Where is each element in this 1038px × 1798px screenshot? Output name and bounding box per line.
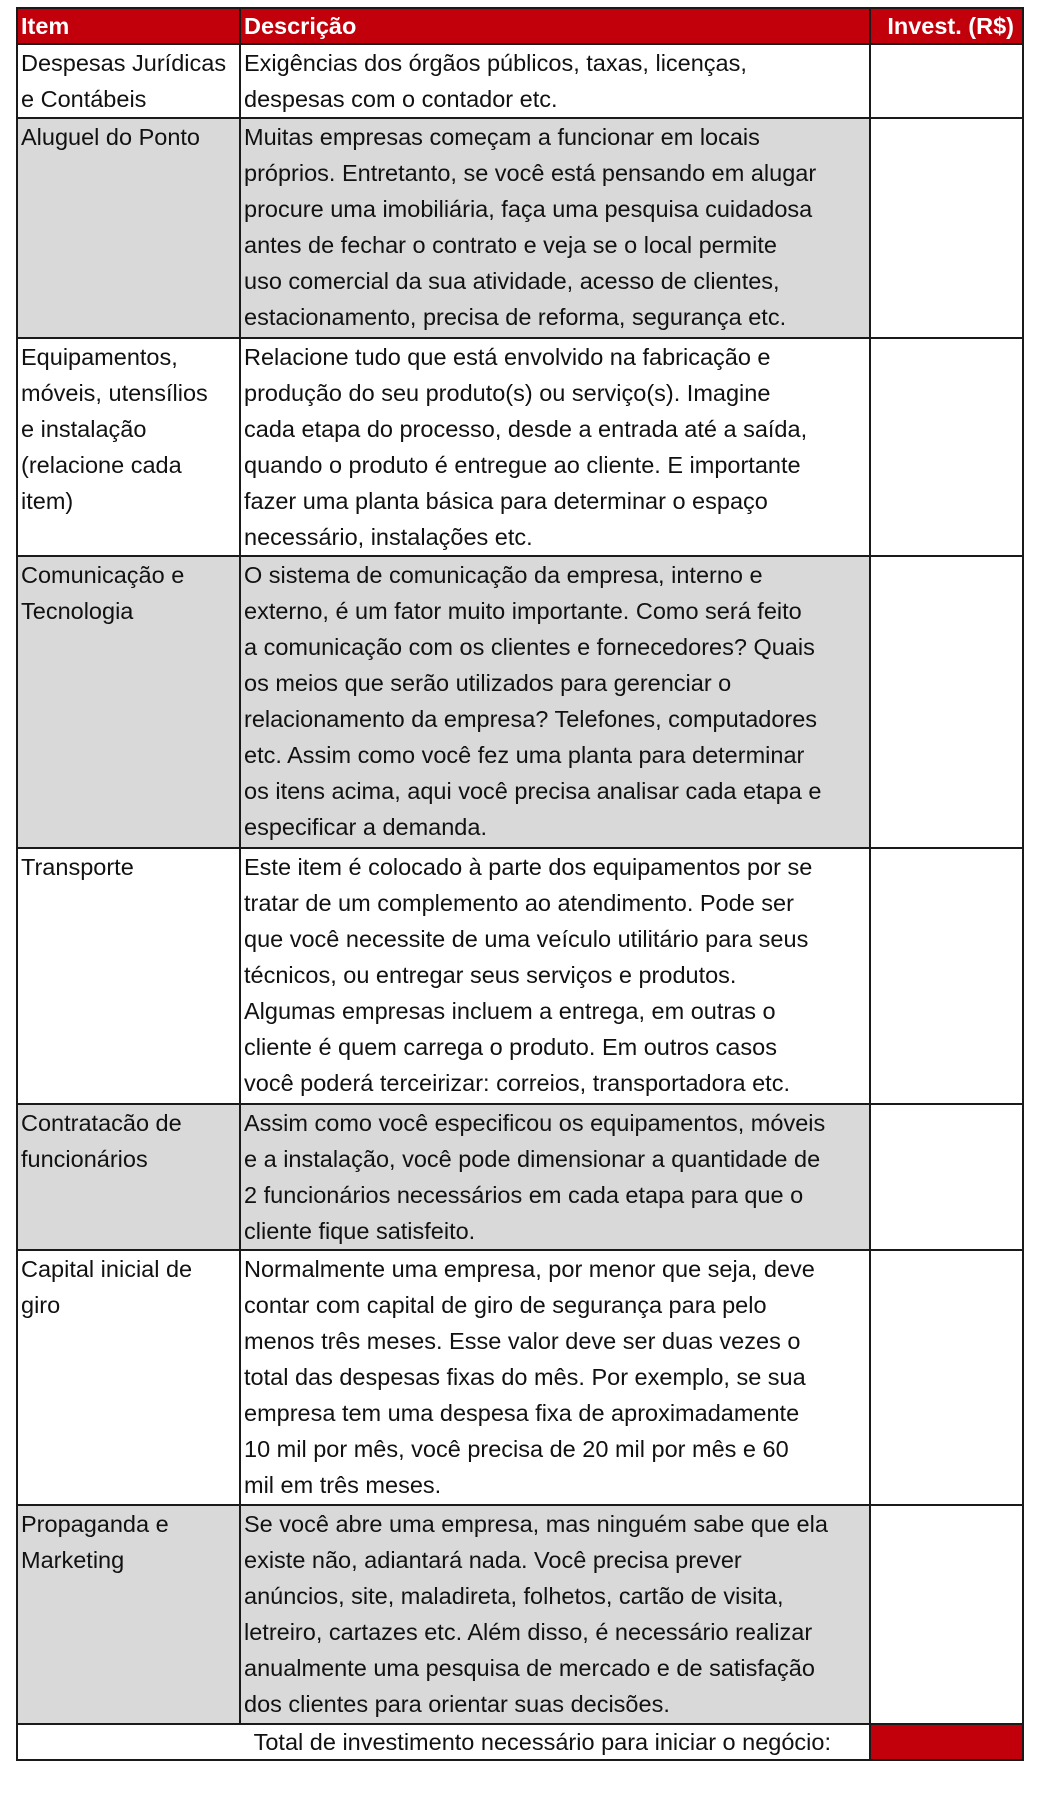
invest-value-cell[interactable]: [870, 556, 1023, 848]
invest-value-cell[interactable]: [870, 338, 1023, 556]
investment-table: [16, 7, 1024, 1761]
table-row: [17, 1250, 1023, 1505]
table-row: [17, 338, 1023, 556]
item-cell: Aluguel do Ponto: [17, 118, 240, 338]
invest-value-cell[interactable]: [870, 44, 1023, 118]
invest-value-cell[interactable]: [870, 118, 1023, 338]
header-description: Descrição: [240, 8, 870, 44]
description-cell: Muitas empresas começam a funcionar em locais próprios. Entretanto, se você está pensando em alugar procure uma imobiliária, faça uma pesquisa cuidadosa antes de fechar o contrato e veja se o local permite uso comercial da sua atividade, acesso de clientes, estacionamento, precisa de reforma, segurança etc.: [240, 118, 870, 338]
header-item: Item: [17, 8, 240, 44]
total-label: Total de investimento necessário para iniciar o negócio:: [17, 1724, 870, 1760]
description-cell: Exigências dos órgãos públicos, taxas, licenças, despesas com o contador etc.: [240, 44, 870, 118]
item-cell: Transporte: [17, 848, 240, 1104]
table-row: [17, 556, 1023, 848]
header-row: [17, 8, 1023, 44]
total-row: [17, 1724, 1023, 1760]
item-cell: Capital inicial de giro: [17, 1250, 240, 1505]
invest-value-cell[interactable]: [870, 848, 1023, 1104]
item-cell: Comunicação e Tecnologia: [17, 556, 240, 848]
description-cell: Assim como você especificou os equipamentos, móveis e a instalação, você pode dimensionar a quantidade de 2 funcionários necessários em cada etapa para que o cliente fique satisfeito.: [240, 1104, 870, 1250]
invest-value-cell[interactable]: [870, 1104, 1023, 1250]
item-cell: Despesas Jurídicas e Contábeis: [17, 44, 240, 118]
description-cell: O sistema de comunicação da empresa, interno e externo, é um fator muito importante. Como será feito a comunicação com os clientes e fornecedores? Quais os meios que serão utilizados para gerenciar o relacionamento da empresa? Telefones, computadores etc. Assim como você fez uma planta para determinar os itens acima, aqui você precisa analisar cada etapa e especificar a demanda.: [240, 556, 870, 848]
description-cell: Normalmente uma empresa, por menor que seja, deve contar com capital de giro de segurança para pelo menos três meses. Esse valor deve ser duas vezes o total das despesas fixas do mês. Por exemplo, se sua empresa tem uma despesa fixa de aproximadamente 10 mil por mês, você precisa de 20 mil por mês e 60 mil em três meses.: [240, 1250, 870, 1505]
item-cell: Equipamentos, móveis, utensílios e instalação (relacione cada item): [17, 338, 240, 556]
invest-value-cell[interactable]: [870, 1505, 1023, 1724]
table-row: [17, 848, 1023, 1104]
description-cell: Se você abre uma empresa, mas ninguém sabe que ela existe não, adiantará nada. Você precisa prever anúncios, site, maladireta, folhetos, cartão de visita, letreiro, cartazes etc. Além disso, é necessário realizar anualmente uma pesquisa de mercado e de satisfação dos clientes para orientar suas decisões.: [240, 1505, 870, 1724]
total-value-cell[interactable]: [870, 1724, 1023, 1760]
description-cell: Este item é colocado à parte dos equipamentos por se tratar de um complemento ao atendimento. Pode ser que você necessite de uma veículo utilitário para seus técnicos, ou entregar seus serviços e produtos. Algumas empresas incluem a entrega, em outras o cliente é quem carrega o produto. Em outros casos você poderá terceirizar: correios, transportadora etc.: [240, 848, 870, 1104]
header-invest: Invest. (R$): [870, 8, 1023, 44]
invest-value-cell[interactable]: [870, 1250, 1023, 1505]
item-cell: Contratacão de funcionários: [17, 1104, 240, 1250]
table-row: [17, 1104, 1023, 1250]
description-cell: Relacione tudo que está envolvido na fabricação e produção do seu produto(s) ou serviço(s). Imagine cada etapa do processo, desde a entrada até a saída, quando o produto é entregue ao cliente. E importante fazer uma planta básica para determinar o espaço necessário, instalações etc.: [240, 338, 870, 556]
table-row: [17, 1505, 1023, 1724]
table-row: [17, 44, 1023, 118]
table-row: [17, 118, 1023, 338]
item-cell: Propaganda e Marketing: [17, 1505, 240, 1724]
